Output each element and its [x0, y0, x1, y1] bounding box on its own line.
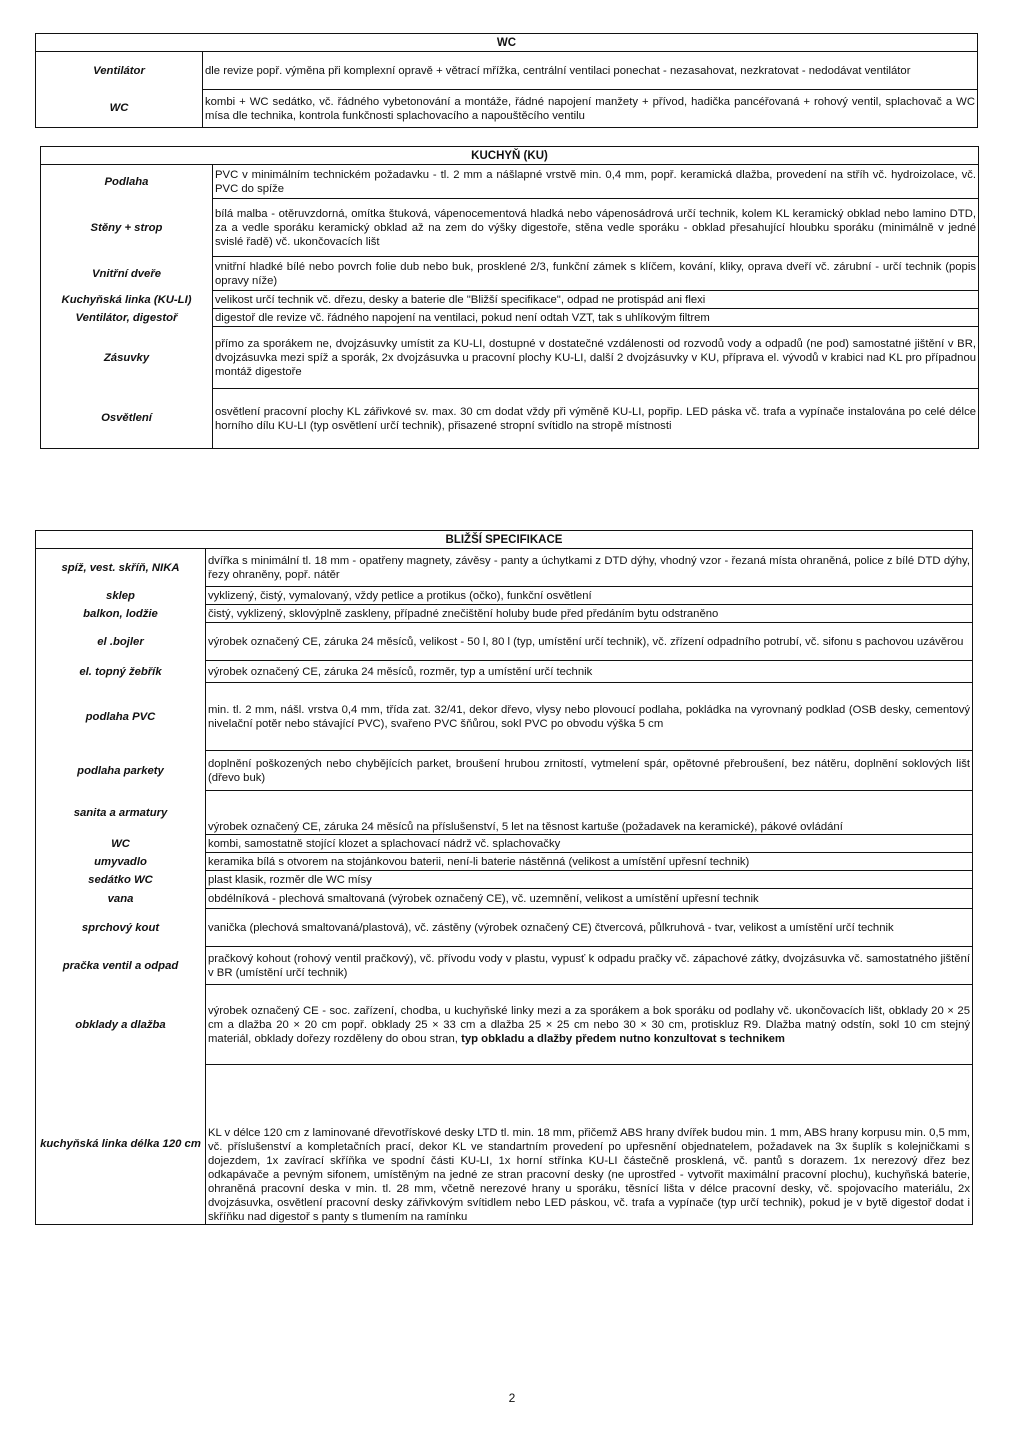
row-label: sedátko WC	[36, 871, 206, 889]
row-label: Ventilátor, digestoř	[41, 309, 213, 327]
row-text: plast klasik, rozměr dle WC mísy	[206, 871, 973, 889]
row-text: pračkový kohout (rohový ventil pračkový), vč. přívodu vody v plastu, vypusť k odpadu pračky vč. zápachové zátky, dvojzásuvka vč. samostatného jištění v BR (umístění určí technik)	[206, 947, 973, 985]
page-number: 2	[508, 1391, 516, 1405]
row-label: podlaha parkety	[36, 751, 206, 791]
row-label: umyvadlo	[36, 853, 206, 871]
row-text: vnitřní hladké bílé nebo povrch folie dub nebo buk, prosklené 2/3, funkční zámek s klíčem, kování, kliky, oprava dveří vč. zárubní - určí technik (popis opravy níže)	[213, 257, 979, 291]
row-label: WC	[36, 835, 206, 853]
row-text: bílá malba - otěruvzdorná, omítka štuková, vápenocementová hladká nebo vápenosádrová určí technik, kolem KL keramický obklad nebo lamino DTD, za a vedle sporáku keramický obklad až na zem do výšky digestoře, stěna vedle sporáku - obklad přesahující hloubku sporáku (minimálně v jedné svislé řadě) vč. ukončovacích lišt	[213, 199, 979, 257]
row-text-regular: výrobek označený CE - soc. zařízení, chodba, u kuchyňské linky mezi a za sporákem a bok sporáku od podlahy vč. ukončovacích lišt, obklady 20 × 25 cm a dlažba 20 × 20 cm popř. obklady 25 × 33 cm a dlažba 25 × 25 cm nebo 30 × 30 cm, protiskluz R9. Dlažba matný odstín, sokl 10 cm stejný materiál, obklady dořezy rozděleny do obou stran,	[208, 1004, 970, 1045]
row-text: min. tl. 2 mm, nášl. vrstva 0,4 mm, třída zat. 32/41, dekor dřevo, vlysy nebo plovoucí podlaha, pokládka na vyrovnaný podklad (OSB desky, cementový nivelační potěr nebo stávající PVC), svařeno PVC šňůrou, sokl PVC po obvodu výška 5 cm	[206, 683, 973, 751]
kitchen-table-title: KUCHYŇ (KU)	[41, 147, 979, 165]
row-label: sprchový kout	[36, 909, 206, 947]
row-label: Osvětlení	[41, 389, 213, 449]
row-text	[206, 985, 973, 1065]
row-text: dle revize popř. výměna při komplexní opravě + větrací mřížka, centrální ventilaci ponechat - nezasahovat, nezkratovat - nedodávat ventilátor	[203, 52, 978, 90]
row-text: vanička (plechová smaltovaná/plastová), vč. zástěny (výrobek označený CE) čtvercová, půlkruhová - tvar, velikost a umístění určí technik	[206, 909, 973, 947]
row-text: velikost určí technik vč. dřezu, desky a baterie dle "Bližší specifikace", odpad ne protispád ani flexi	[213, 291, 979, 309]
row-text: výrobek označený CE, záruka 24 měsíců, velikost - 50 l, 80 l (typ, umístění určí technik), vč. zřízení odpadního potrubí, vč. sifonu s pachovou uzávěrou	[206, 623, 973, 661]
row-label: el. topný žebřík	[36, 661, 206, 683]
row-label: vana	[36, 889, 206, 909]
spec-table	[35, 530, 973, 1225]
row-label: balkon, lodžie	[36, 605, 206, 623]
row-label: Podlaha	[41, 165, 213, 199]
row-text: obdélníková - plechová smaltovaná (výrobek označený CE), vč. uzemnění, velikost a umístění upřesní technik	[206, 889, 973, 909]
row-label: pračka ventil a odpad	[36, 947, 206, 985]
row-label: podlaha PVC	[36, 683, 206, 751]
row-text: výrobek označený CE, záruka 24 měsíců, rozměr, typ a umístění určí technik	[206, 661, 973, 683]
wc-table	[35, 33, 978, 128]
row-label: Kuchyňská linka (KU-LI)	[41, 291, 213, 309]
row-text: výrobek označený CE, záruka 24 měsíců na příslušenství, 5 let na těsnost kartuše (požadavek na keramické), pákové ovládání	[206, 791, 973, 835]
spec-table-title: BLIŽŠÍ SPECIFIKACE	[36, 531, 973, 549]
row-label: kuchyňská linka délka 120 cm	[36, 1065, 206, 1225]
row-text: osvětlení pracovní plochy KL zářivkové sv. max. 30 cm dodat vždy při výměně KU-LI, popřip. LED páska vč. trafa a vypínače instalována po celé délce horního dílu KU-LI (typ osvětlení určí technik), přisazené stropní svítidlo na stropě místnosti	[213, 389, 979, 449]
row-text: dvířka s minimální tl. 18 mm - opatřeny magnety, závěsy - panty a úchytkami z DTD dýhy, vhodný vzor - řezaná místa ohraněná, police z bílé DTD dýhy, řezy ohraněny, popř. nátěr	[206, 549, 973, 587]
row-text: doplnění poškozených nebo chybějících parket, broušení hrubou zrnitostí, vytmelení spár, opětovné přebroušení, bez nátěru, doplnění soklových lišt (dřevo buk)	[206, 751, 973, 791]
row-text: vyklizený, čistý, vymalovaný, vždy petlice a protikus (očko), funkční osvětlení	[206, 587, 973, 605]
row-label: sanita a armatury	[36, 791, 206, 835]
row-text: kombi, samostatně stojící klozet a splachovací nádrž vč. splachovačky	[206, 835, 973, 853]
row-label: Zásuvky	[41, 327, 213, 389]
row-label: spíž, vest. skříň, NIKA	[36, 549, 206, 587]
row-label: WC	[36, 90, 203, 128]
row-text: keramika bílá s otvorem na stojánkovou baterii, není-li baterie nástěnná (velikost a umístění upřesní technik)	[206, 853, 973, 871]
row-text: čistý, vyklizený, sklovýplně zaskleny, případné znečištění holuby bude před předáním bytu odstraněno	[206, 605, 973, 623]
row-text: KL v délce 120 cm z laminované dřevotřískové desky LTD tl. min. 18 mm, přičemž ABS hrany dvířek budou min. 1 mm, ABS hrany korpusu min. 0,5 mm, vč. příslušenství a kompletačních prací, dekor KL ve standartním provedení po upřesnění objednatelem, požadavek na 3x šuplík s kolejničkami s dojezdem, 1x zavírací skříňka ve spodní části KU-LI, 1x horní střínka KU-LI částečně prosklená, vč. pantů s dorazem. 1x nerezový dřez bez odkapávače a pevným sifonem, umístěným na jedné ze stran pracovní desky (ne uprostřed - vytvořit maximální pracovní plochu), kuchyňská baterie, ohraněná pracovní deska v min. tl. 28 mm, včetně nerezové hrany u sporáku, těsnící lišta v délce pracovní desky, vč. spojovacího materiálu, 2x dvojzásuvka, osvětlení pracovní desky zářivkovým svítidlem nebo LED páskou, vč. trafa a vypínače (typ určí technik), pokud je v bytě digestoř dodat i skříňku nad digestoř s panty s tlumením na ramínku	[206, 1065, 973, 1225]
row-label: el .bojler	[36, 623, 206, 661]
kitchen-table	[40, 146, 979, 449]
wc-table-title: WC	[36, 34, 978, 52]
row-label: Stěny + strop	[41, 199, 213, 257]
row-label: Ventilátor	[36, 52, 203, 90]
row-text: digestoř dle revize vč. řádného napojení na ventilaci, pokud není odtah VZT, tak s uhlíkovým filtrem	[213, 309, 979, 327]
row-text: PVC v minimálním technickém požadavku - tl. 2 mm a nášlapné vrstvě min. 0,4 mm, popř. keramická dlažba, provedení na stříh vč. hydroizolace, vč. PVC do spíže	[213, 165, 979, 199]
row-text-bold: typ obkladu a dlažby předem nutno konzultovat s technikem	[461, 1032, 785, 1045]
row-text: přímo za sporákem ne, dvojzásuvky umístit za KU-LI, dostupné v dostatečné vzdálenosti od rozvodů vody a odpadů (ne pod) samostatné jištění v BR, dvojzásuvka mezi spíž a sporák, 2x dvojzásuvka u pracovní plochy KU-LI, další 2 dvojzásuvky v KU, příprava el. vývodů v krabici nad KL pro případnou montáž digestoře	[213, 327, 979, 389]
row-label: sklep	[36, 587, 206, 605]
row-text: kombi + WC sedátko, vč. řádného vybetonování a montáže, řádné napojení manžety + přívod, hadička pancéřovaná + rohový ventil, splachovač a WC mísa dle technika, kontrola funkčnosti splachovacího a napouštěcího ventilu	[203, 90, 978, 128]
row-label: obklady a dlažba	[36, 985, 206, 1065]
row-label: Vnitřní dveře	[41, 257, 213, 291]
